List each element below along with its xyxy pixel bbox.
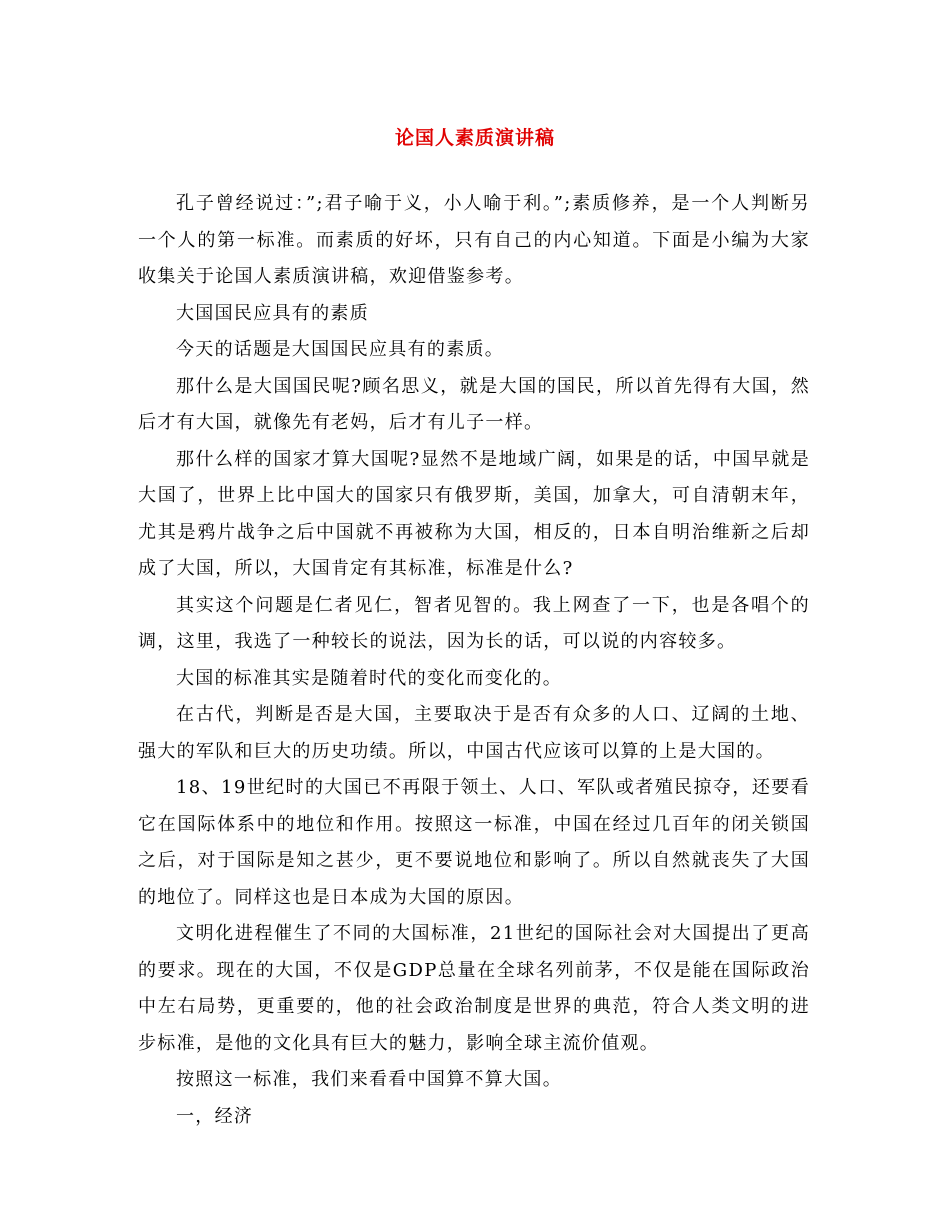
paragraph: 那什么样的国家才算大国呢?显然不是地域广阔，如果是的话，中国早就是大国了，世界上比中国大的国家只有俄罗斯，美国，加拿大，可自清朝末年，尤其是鸦片战争之后中国就不再被称为大国，相反的，日本自明治维新之后却成了大国，所以，大国肯定有其标准，标准是什么?: [138, 448, 810, 579]
paragraph: 在古代，判断是否是大国，主要取决于是否有众多的人口、辽阔的土地、强大的军队和巨大的历史功绩。所以，中国古代应该可以算的上是大国的。: [138, 704, 810, 762]
paragraph: 大国的标准其实是随着时代的变化而变化的。: [176, 667, 562, 689]
document-body: [138, 186, 810, 1135]
paragraph: 按照这一标准，我们来看看中国算不算大国。: [176, 1069, 562, 1090]
paragraph: 文明化进程催生了不同的大国标准，21世纪的国际社会对大国提出了更高的要求。现在的大国，不仅是GDP总量在全球名列前茅，不仅是能在国际政治中左右局势，更重要的，他的社会政治制度是世界的典范，符合人类文明的进步标准，是他的文化具有巨大的魅力，影响全球主流价值观。: [138, 923, 810, 1054]
paragraph: 孔子曾经说过：”;君子喻于义，小人喻于利。”;素质修养，是一个人判断另一个人的第一标准。而素质的好坏，只有自己的内心知道。下面是小编为大家收集关于论国人素质演讲稿，欢迎借鉴参考。: [138, 193, 810, 287]
document-title: 论国人素质演讲稿: [394, 127, 555, 149]
paragraph: 18、19世纪时的大国已不再限于领土、人口、军队或者殖民掠夺，还要看它在国际体系中的地位和作用。按照这一标准，中国在经过几百年的闭关锁国之后，对于国际是知之甚少，更不要说地位和影响了。所以自然就丧失了大国的地位了。同样这也是日本成为大国的原因。: [138, 777, 810, 908]
paragraph: 那什么是大国国民呢?顾名思义，就是大国的国民，所以首先得有大国，然后才有大国，就像先有老妈，后才有儿子一样。: [138, 375, 810, 433]
paragraph: 其实这个问题是仁者见仁，智者见智的。我上网查了一下，也是各唱个的调，这里，我选了一种较长的说法，因为长的话，可以说的内容较多。: [138, 594, 810, 652]
paragraph: 今天的话题是大国国民应具有的素质。: [176, 339, 505, 360]
section-heading: 一，经济: [176, 1105, 254, 1127]
section-heading: 大国国民应具有的素质: [176, 302, 369, 324]
